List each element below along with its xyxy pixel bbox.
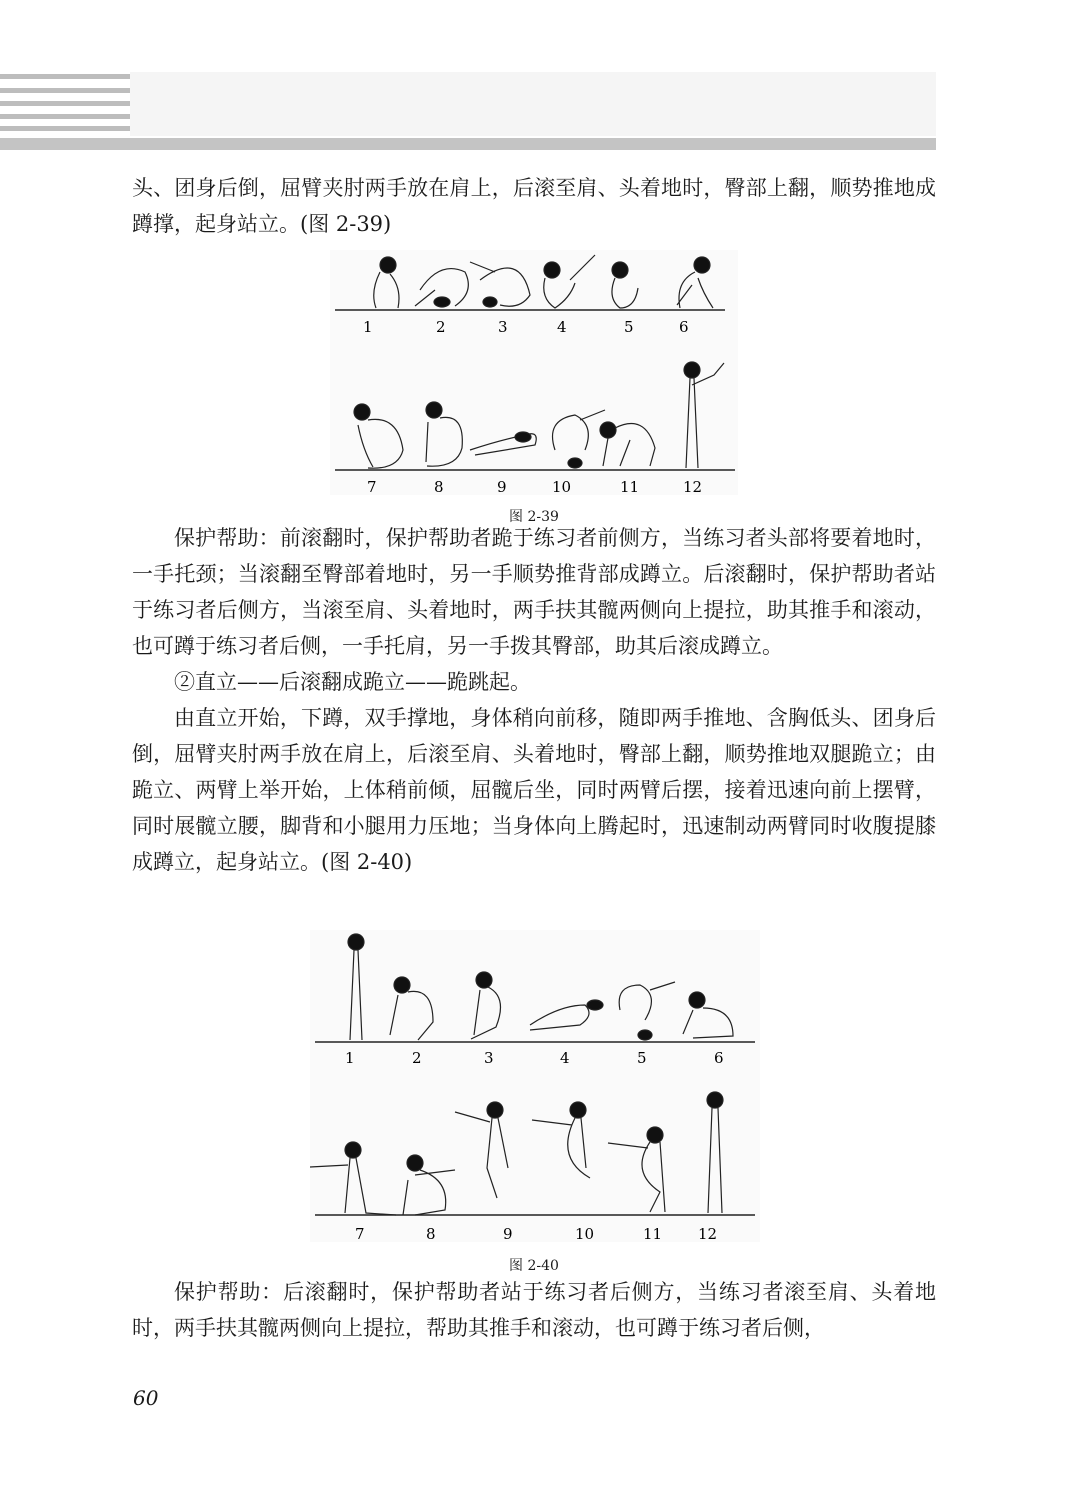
figure-2-39-caption: 图 2-39: [509, 509, 559, 525]
fig39-label: 9: [497, 478, 507, 495]
fig39-label: 4: [557, 318, 567, 336]
fig40-label: 4: [560, 1049, 570, 1067]
fig40-label: 11: [643, 1225, 663, 1242]
fig39-label: 7: [367, 478, 377, 495]
fig39-label: 2: [436, 318, 446, 336]
text-bottom: [132, 1274, 936, 1346]
fig39-label: 1: [363, 318, 373, 336]
paragraph: 由直立开始，下蹲，双手撑地，身体稍向前移，随即两手推地、含胸低头、团身后倒，屈臂夹肘两手放在肩上，后滚至肩、头着地时，臀部上翻，顺势推地双腿跪立；由跪立、两臂上举开始，上体稍前倾，屈髋后坐，同时两臂后摆，接着迅速向前上摆臂，同时展髋立腰，脚背和小腿用力压地；当身体向上腾起时，迅速制动两臂同时收腹提膝成蹲立，起身站立。(图 2-40): [132, 706, 936, 874]
paragraph: ②直立——后滚翻成跪立——跪跳起。: [174, 670, 531, 694]
paragraph: 保护帮助：后滚翻时，保护帮助者站于练习者后侧方，当练习者滚至肩、头着地时，两手扶其髋两侧向上提拉，帮助其推手和滚动，也可蹲于练习者后侧，: [132, 1280, 936, 1340]
fig39-label: 5: [624, 318, 634, 336]
figure-2-39: [330, 250, 738, 495]
figure-2-40-illustration: [310, 930, 760, 1242]
text-top: [132, 170, 936, 242]
header-stripe: [0, 101, 130, 106]
header-stripe: [0, 126, 130, 131]
text-middle: [132, 520, 936, 880]
figure-2-40-caption: 图 2-40: [509, 1258, 559, 1274]
paragraph: 保护帮助：前滚翻时，保护帮助者跪于练习者前侧方，当练习者头部将要着地时，一手托颈；当滚翻至臀部着地时，另一手顺势推背部成蹲立。后滚翻时，保护帮助者站于练习者后侧方，当滚至肩、头着地时，两手扶其髋两侧向上提拉，助其推手和滚动，也可蹲于练习者后侧，一手托肩，另一手拨其臀部，助其后滚成蹲立。: [132, 526, 936, 658]
fig40-label: 5: [637, 1049, 647, 1067]
header-stripe: [0, 74, 130, 79]
fig39-label: 10: [552, 478, 572, 495]
figure-2-39-illustration: [330, 250, 738, 495]
fig39-label: 3: [498, 318, 508, 336]
header-bar: [0, 138, 936, 150]
fig39-label: 6: [679, 318, 689, 336]
page-number: 60: [133, 1386, 159, 1410]
fig40-label: 2: [412, 1049, 422, 1067]
figure-2-40: [310, 930, 760, 1242]
fig40-label: 6: [714, 1049, 724, 1067]
fig40-label: 8: [426, 1225, 436, 1242]
fig40-label: 12: [698, 1225, 718, 1242]
paragraph: 头、团身后倒，屈臂夹肘两手放在肩上，后滚至肩、头着地时，臀部上翻，顺势推地成蹲撑，起身站立。(图 2-39): [132, 176, 936, 236]
header-band: [130, 72, 936, 136]
fig40-label: 3: [484, 1049, 494, 1067]
fig39-label: 12: [683, 478, 703, 495]
fig40-label: 9: [503, 1225, 513, 1242]
fig40-label: 7: [355, 1225, 365, 1242]
fig39-label: 11: [620, 478, 640, 495]
fig40-label: 10: [575, 1225, 595, 1242]
fig39-label: 8: [434, 478, 444, 495]
header-stripe: [0, 88, 130, 93]
fig40-label: 1: [345, 1049, 355, 1067]
header-stripe: [0, 114, 130, 119]
